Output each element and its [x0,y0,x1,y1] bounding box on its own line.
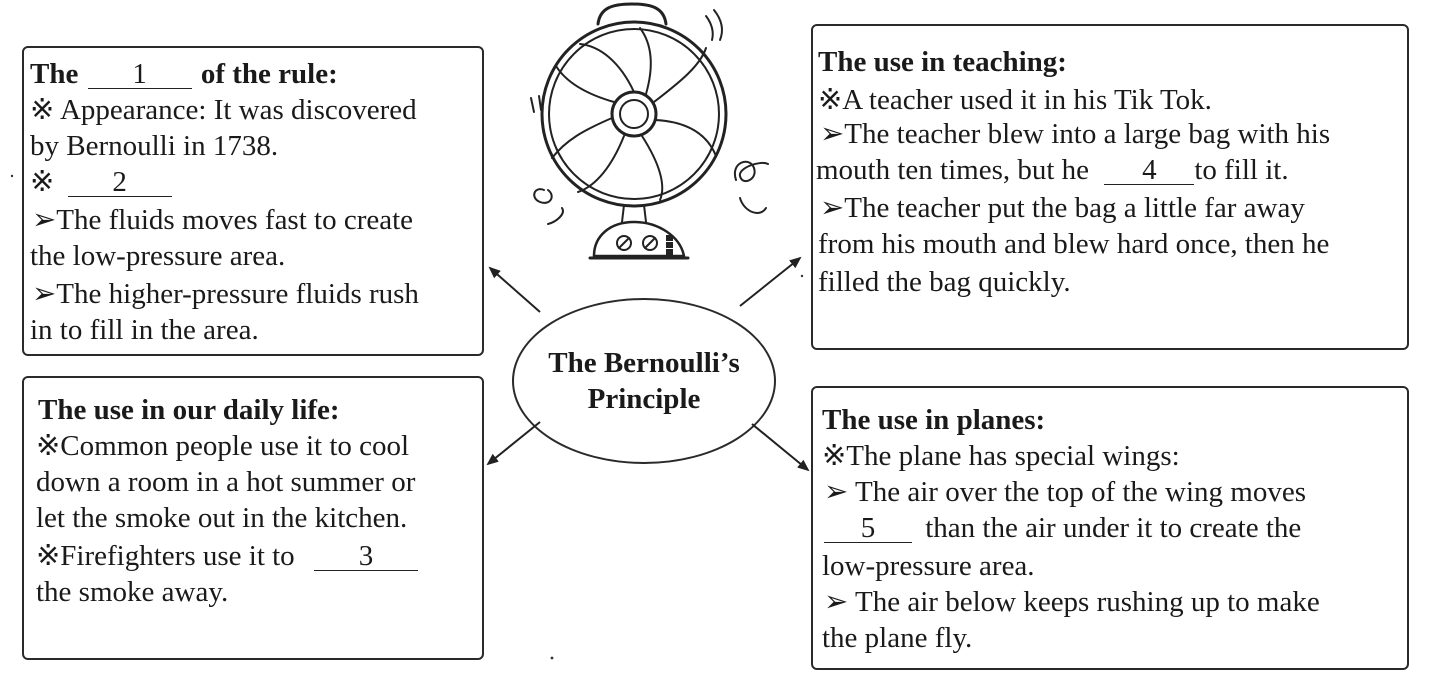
daily-life-line-1: ※Common people use it to cool [36,430,410,462]
rule-point-1-line-1: ➢The fluids moves fast to create [32,204,414,236]
center-title-line-1: The Bernoulli’s [548,347,740,379]
scan-dot [801,275,803,277]
planes-title: The use in planes: [822,404,1046,436]
teaching-line-1: ※A teacher used it in his Tik Tok. [818,84,1212,116]
blank-5-number: 5 [860,512,876,544]
blank-2-number: 2 [112,166,127,198]
rule-title-pre: The [30,58,79,90]
teaching-line-6: filled the bag quickly. [818,266,1071,298]
planes-line-5: ➢ The air below keeps rushing up to make [824,586,1320,618]
planes-line-3-post: than the air under it to create the [925,512,1302,544]
arrow-to-daily-life-box [488,422,540,464]
planes-line-2: ➢ The air over the top of the wing moves [824,476,1307,508]
arrow-to-rule-box [490,268,540,312]
teaching-line-3-post: to fill it. [1194,154,1289,186]
rule-point-2-line-1: ➢The higher-pressure fluids rush [32,278,419,310]
appearance-line-1: ※ Appearance: It was discovered [30,94,417,126]
teaching-line-5: from his mouth and blew hard once, then he [818,228,1330,260]
teaching-line-3-pre: mouth ten times, but he [816,154,1090,186]
blank-4-number: 4 [1142,154,1157,186]
center-title-line-2: Principle [587,383,701,415]
appearance-line-2: by Bernoulli in 1738. [30,130,279,162]
blank-3-number: 3 [358,540,374,572]
daily-life-line-2: down a room in a hot summer or [36,466,416,498]
scan-dot [11,175,13,177]
arrow-to-teaching-box [740,258,800,306]
rule-point-2-line-2: in to fill in the area. [30,314,259,346]
fan-icon [531,4,768,258]
connector-arrows [488,258,808,470]
mark-2: ※ [30,166,55,198]
teaching-line-2: ➢The teacher blew into a large bag with his [820,118,1331,150]
rule-point-1-line-2: the low-pressure area. [30,240,286,272]
daily-life-title: The use in our daily life: [38,394,340,426]
planes-line-1: ※The plane has special wings: [822,440,1180,472]
rule-title-post: of the rule: [200,58,338,90]
daily-life-line-5: the smoke away. [36,576,229,608]
daily-life-line-3: let the smoke out in the kitchen. [36,502,408,534]
fan-blades [552,28,716,200]
planes-line-4: low-pressure area. [822,550,1035,582]
scan-dot [551,657,554,660]
daily-life-line-4-text: ※Firefighters use it to [36,540,295,572]
planes-line-6: the plane fly. [822,622,973,654]
teaching-title: The use in teaching: [818,46,1067,78]
arrow-to-planes-box [752,424,808,470]
blank-1-number: 1 [132,58,147,90]
teaching-line-4: ➢The teacher put the bag a little far away [820,192,1305,224]
